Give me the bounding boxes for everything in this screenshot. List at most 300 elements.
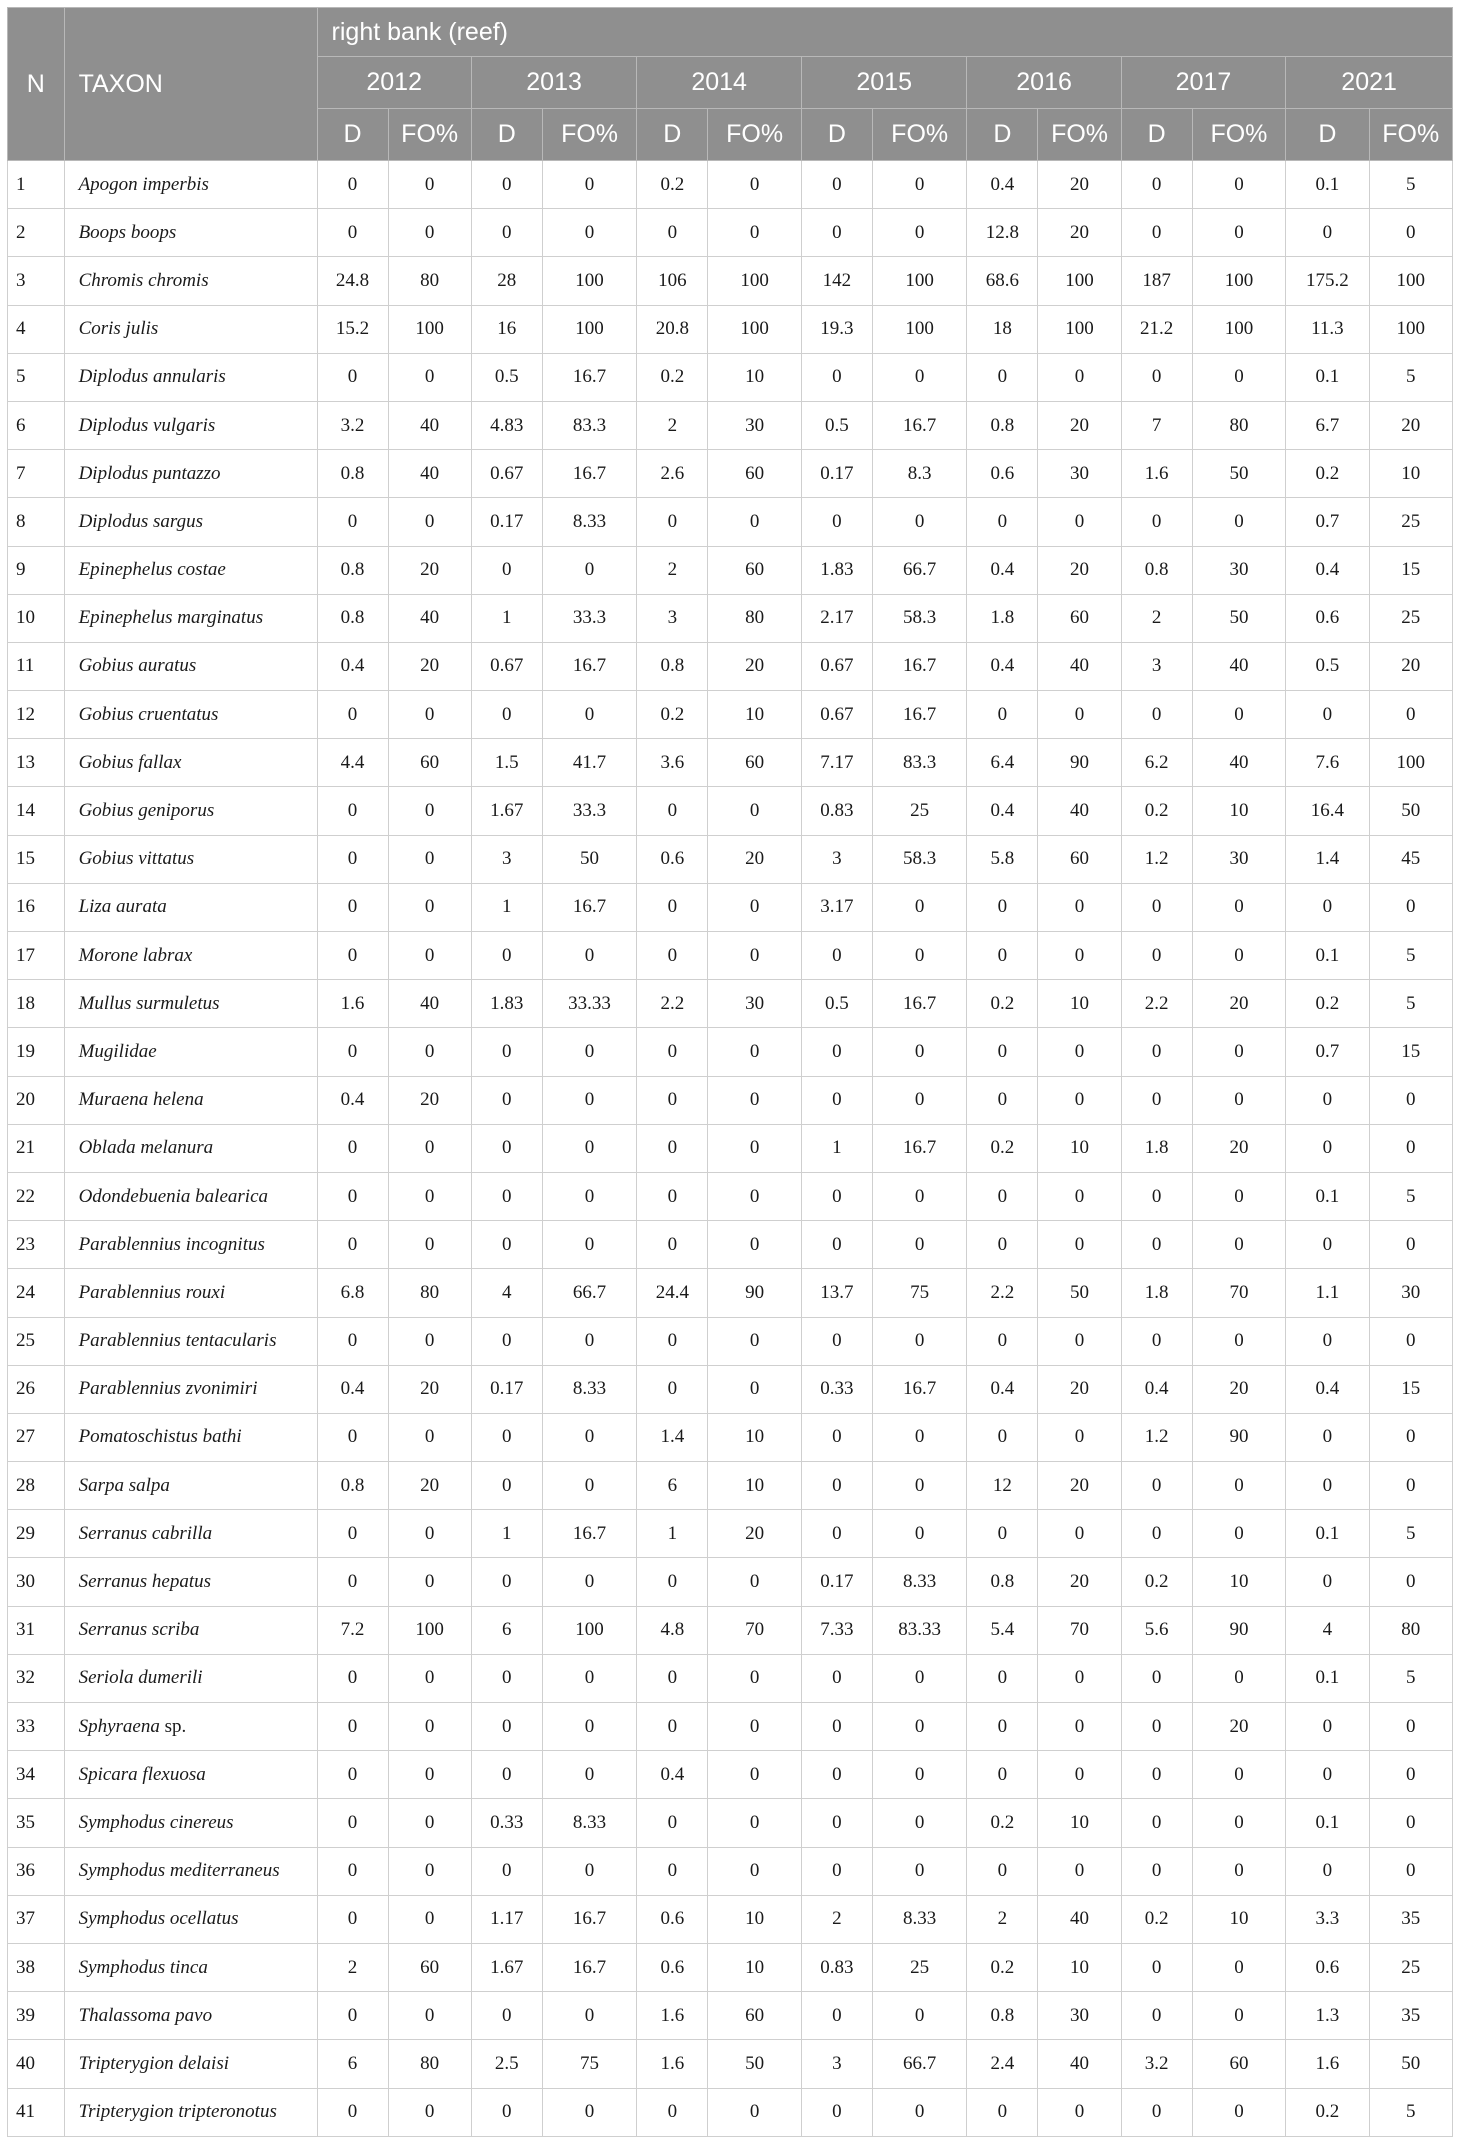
frequency-cell: 0 (388, 1895, 471, 1943)
frequency-cell: 20 (708, 642, 802, 690)
density-cell: 1.6 (317, 980, 388, 1028)
frequency-cell: 0 (872, 1510, 967, 1558)
density-cell: 2.2 (967, 1269, 1038, 1317)
frequency-cell: 20 (1038, 1365, 1121, 1413)
frequency-cell: 0 (1192, 498, 1286, 546)
taxon-name (64, 1992, 317, 2040)
density-cell: 187 (1121, 257, 1192, 305)
density-cell: 0 (471, 209, 542, 257)
density-cell: 0 (637, 1076, 708, 1124)
row-number: 28 (8, 1462, 65, 1510)
frequency-cell: 0 (872, 1703, 967, 1751)
density-cell: 4.4 (317, 739, 388, 787)
density-cell: 0 (1286, 1751, 1369, 1799)
density-cell: 0 (471, 546, 542, 594)
frequency-cell: 0 (1038, 1028, 1121, 1076)
frequency-cell: 0 (708, 1799, 802, 1847)
header-fo: FO% (1369, 109, 1452, 161)
density-cell: 0 (317, 835, 388, 883)
density-cell: 68.6 (967, 257, 1038, 305)
density-cell: 11.3 (1286, 305, 1369, 353)
frequency-cell: 60 (708, 739, 802, 787)
density-cell: 0 (1121, 883, 1192, 931)
row-number: 41 (8, 2088, 65, 2136)
density-cell: 18 (967, 305, 1038, 353)
density-cell: 0.4 (967, 787, 1038, 835)
frequency-cell: 50 (708, 2040, 802, 2088)
frequency-cell: 0 (388, 353, 471, 401)
frequency-cell: 0 (872, 1799, 967, 1847)
frequency-cell: 0 (1192, 1799, 1286, 1847)
density-cell: 0 (637, 883, 708, 931)
density-cell: 0 (801, 1654, 872, 1702)
frequency-cell: 0 (388, 787, 471, 835)
density-cell: 0.6 (637, 1943, 708, 1991)
density-cell: 0.4 (1286, 1365, 1369, 1413)
density-cell: 1.2 (1121, 1413, 1192, 1461)
density-cell: 0 (471, 2088, 542, 2136)
density-cell: 0 (967, 1028, 1038, 1076)
density-cell: 0 (1121, 353, 1192, 401)
density-cell: 3.3 (1286, 1895, 1369, 1943)
table-row (8, 1654, 1453, 1702)
row-number: 14 (8, 787, 65, 835)
row-number: 20 (8, 1076, 65, 1124)
density-cell: 2 (967, 1895, 1038, 1943)
density-cell: 0 (967, 498, 1038, 546)
density-cell: 13.7 (801, 1269, 872, 1317)
frequency-cell: 0 (872, 353, 967, 401)
frequency-cell: 0 (542, 1992, 637, 2040)
density-cell: 12.8 (967, 209, 1038, 257)
frequency-cell: 0 (872, 209, 967, 257)
frequency-cell: 5 (1369, 2088, 1452, 2136)
taxon-name (64, 980, 317, 1028)
frequency-cell: 10 (1192, 1895, 1286, 1943)
header-n: N (8, 8, 65, 161)
density-cell: 4 (1286, 1606, 1369, 1654)
density-cell: 3 (1121, 642, 1192, 690)
taxon-label: Sphyraena (78, 1715, 160, 1737)
frequency-cell: 0 (708, 1221, 802, 1269)
table-row (8, 1510, 1453, 1558)
frequency-cell: 0 (542, 1124, 637, 1172)
frequency-cell: 10 (1038, 1943, 1121, 1991)
density-cell: 0.4 (967, 1365, 1038, 1413)
frequency-cell: 20 (388, 1076, 471, 1124)
taxon-label: Epinephelus costae (78, 559, 226, 581)
frequency-cell: 100 (872, 305, 967, 353)
header-fo: FO% (542, 109, 637, 161)
taxon-name (64, 1462, 317, 1510)
taxon-label: Symphodus ocellatus (78, 1908, 239, 1930)
taxon-label: Chromis chromis (78, 269, 209, 291)
frequency-cell: 0 (388, 209, 471, 257)
density-cell: 16.4 (1286, 787, 1369, 835)
frequency-cell: 100 (708, 305, 802, 353)
frequency-cell: 100 (1038, 305, 1121, 353)
table-row (8, 1462, 1453, 1510)
frequency-cell: 15 (1369, 1365, 1452, 1413)
frequency-cell: 8.33 (542, 498, 637, 546)
frequency-cell: 0 (388, 1317, 471, 1365)
density-cell: 0 (967, 1413, 1038, 1461)
density-cell: 3.6 (637, 739, 708, 787)
row-number: 4 (8, 305, 65, 353)
frequency-cell: 20 (388, 642, 471, 690)
frequency-cell: 0 (1369, 1558, 1452, 1606)
density-cell: 0 (471, 1124, 542, 1172)
taxon-name (64, 1076, 317, 1124)
density-cell: 0 (1286, 691, 1369, 739)
frequency-cell: 0 (1192, 1462, 1286, 1510)
density-cell: 1.8 (1121, 1269, 1192, 1317)
taxon-name (64, 305, 317, 353)
header-d: D (801, 109, 872, 161)
taxon-name (64, 1943, 317, 1991)
frequency-cell: 0 (542, 1317, 637, 1365)
table-row (8, 932, 1453, 980)
frequency-cell: 0 (388, 1028, 471, 1076)
frequency-cell: 0 (1192, 1943, 1286, 1991)
density-cell: 0 (1121, 1654, 1192, 1702)
row-number: 10 (8, 594, 65, 642)
taxon-label: Parablennius incognitus (78, 1233, 265, 1255)
density-cell: 0 (317, 209, 388, 257)
density-cell: 3.17 (801, 883, 872, 931)
taxon-label: Odondebuenia balearica (78, 1185, 268, 1207)
header-year: 2016 (967, 57, 1121, 109)
density-cell: 1 (471, 594, 542, 642)
density-cell: 0.4 (967, 642, 1038, 690)
density-cell: 24.8 (317, 257, 388, 305)
density-cell: 0.2 (1121, 787, 1192, 835)
frequency-cell: 0 (388, 1751, 471, 1799)
frequency-cell: 0 (388, 691, 471, 739)
taxon-name (64, 161, 317, 209)
taxon-name (64, 883, 317, 931)
density-cell: 1 (801, 1124, 872, 1172)
table-row (8, 1172, 1453, 1220)
frequency-cell: 100 (1192, 305, 1286, 353)
density-cell: 7.33 (801, 1606, 872, 1654)
density-cell: 0 (317, 353, 388, 401)
density-cell: 0 (801, 1510, 872, 1558)
density-cell: 1.83 (471, 980, 542, 1028)
table-row (8, 1751, 1453, 1799)
density-cell: 0 (967, 1172, 1038, 1220)
density-cell: 6 (471, 1606, 542, 1654)
density-cell: 0.5 (801, 980, 872, 1028)
header-year: 2021 (1286, 57, 1453, 109)
density-cell: 0 (1286, 883, 1369, 931)
frequency-cell: 40 (388, 401, 471, 449)
density-cell: 0 (317, 1124, 388, 1172)
density-cell: 2 (317, 1943, 388, 1991)
frequency-cell: 58.3 (872, 594, 967, 642)
density-cell: 1.4 (637, 1413, 708, 1461)
density-cell: 5.4 (967, 1606, 1038, 1654)
density-cell: 1 (471, 1510, 542, 1558)
frequency-cell: 60 (388, 1943, 471, 1991)
table-row (8, 1606, 1453, 1654)
frequency-cell: 20 (1038, 209, 1121, 257)
density-cell: 3 (801, 835, 872, 883)
taxon-name (64, 739, 317, 787)
frequency-cell: 0 (1369, 209, 1452, 257)
density-cell: 0 (967, 883, 1038, 931)
taxon-label: Gobius vittatus (78, 848, 195, 870)
frequency-cell: 66.7 (872, 546, 967, 594)
frequency-cell: 0 (542, 1751, 637, 1799)
row-number: 7 (8, 450, 65, 498)
density-cell: 0 (1286, 1462, 1369, 1510)
taxon-label: Parablennius zvonimiri (78, 1378, 258, 1400)
table-row (8, 353, 1453, 401)
frequency-cell: 90 (1192, 1413, 1286, 1461)
taxon-label: Diplodus vulgaris (78, 414, 216, 436)
density-cell: 0 (967, 1510, 1038, 1558)
density-cell: 0.7 (1286, 1028, 1369, 1076)
density-cell: 0.6 (637, 1895, 708, 1943)
density-cell: 2 (637, 401, 708, 449)
density-cell: 0 (967, 1751, 1038, 1799)
frequency-cell: 5 (1369, 1172, 1452, 1220)
frequency-cell: 0 (1192, 1172, 1286, 1220)
frequency-cell: 20 (1192, 1365, 1286, 1413)
density-cell: 0.17 (471, 1365, 542, 1413)
density-cell: 0.1 (1286, 932, 1369, 980)
density-cell: 0 (637, 498, 708, 546)
frequency-cell: 0 (1192, 1076, 1286, 1124)
header-year: 2012 (317, 57, 471, 109)
taxon-name (64, 787, 317, 835)
density-cell: 0 (967, 691, 1038, 739)
frequency-cell: 0 (1192, 209, 1286, 257)
density-cell: 0 (1286, 1847, 1369, 1895)
frequency-cell: 40 (388, 450, 471, 498)
density-cell: 0.8 (317, 594, 388, 642)
density-cell: 0 (1121, 498, 1192, 546)
density-cell: 0 (317, 787, 388, 835)
table-row (8, 1269, 1453, 1317)
taxon-name (64, 1413, 317, 1461)
density-cell: 0.1 (1286, 1654, 1369, 1702)
row-number: 3 (8, 257, 65, 305)
table-row (8, 1799, 1453, 1847)
density-cell: 0.8 (317, 1462, 388, 1510)
frequency-cell: 70 (708, 1606, 802, 1654)
density-cell: 0 (637, 1221, 708, 1269)
density-cell: 0 (967, 2088, 1038, 2136)
frequency-cell: 25 (872, 787, 967, 835)
frequency-cell: 60 (1192, 2040, 1286, 2088)
frequency-cell: 0 (872, 1172, 967, 1220)
header-fo: FO% (1038, 109, 1121, 161)
taxon-label: Tripterygion tripteronotus (78, 2101, 277, 2123)
frequency-cell: 0 (542, 1462, 637, 1510)
density-cell: 0.4 (317, 1076, 388, 1124)
density-cell: 0.5 (801, 401, 872, 449)
density-cell: 0.2 (1286, 980, 1369, 1028)
density-cell: 0.67 (471, 450, 542, 498)
density-cell: 0.6 (967, 450, 1038, 498)
density-cell: 21.2 (1121, 305, 1192, 353)
density-cell: 0 (637, 787, 708, 835)
frequency-cell: 0 (872, 161, 967, 209)
density-cell: 5.6 (1121, 1606, 1192, 1654)
taxon-label: Symphodus cinereus (78, 1811, 234, 1833)
frequency-cell: 8.33 (542, 1365, 637, 1413)
density-cell: 0 (1121, 1847, 1192, 1895)
density-cell: 0 (317, 691, 388, 739)
taxon-name (64, 1124, 317, 1172)
density-cell: 1.6 (637, 1992, 708, 2040)
density-cell: 0.1 (1286, 353, 1369, 401)
frequency-cell: 40 (1192, 739, 1286, 787)
density-cell: 0 (1286, 1558, 1369, 1606)
frequency-cell: 30 (708, 980, 802, 1028)
row-number: 19 (8, 1028, 65, 1076)
header-year: 2017 (1121, 57, 1286, 109)
table-row (8, 980, 1453, 1028)
frequency-cell: 25 (872, 1943, 967, 1991)
frequency-cell: 8.3 (872, 450, 967, 498)
taxon-label: Epinephelus marginatus (78, 607, 264, 629)
table-row (8, 1124, 1453, 1172)
density-cell: 0 (1121, 1510, 1192, 1558)
density-cell: 0 (471, 1847, 542, 1895)
frequency-cell: 16.7 (872, 1365, 967, 1413)
row-number: 36 (8, 1847, 65, 1895)
density-cell: 1.6 (1286, 2040, 1369, 2088)
frequency-cell: 0 (542, 1172, 637, 1220)
taxon-name (64, 353, 317, 401)
frequency-cell: 80 (708, 594, 802, 642)
frequency-cell: 0 (1192, 161, 1286, 209)
density-cell: 6 (637, 1462, 708, 1510)
frequency-cell: 33.33 (542, 980, 637, 1028)
frequency-cell: 20 (1038, 401, 1121, 449)
density-cell: 1.4 (1286, 835, 1369, 883)
density-cell: 0.4 (967, 161, 1038, 209)
frequency-cell: 0 (1192, 1028, 1286, 1076)
frequency-cell: 30 (1369, 1269, 1452, 1317)
density-cell: 0 (317, 1221, 388, 1269)
frequency-cell: 20 (1038, 1558, 1121, 1606)
frequency-cell: 0 (1192, 1221, 1286, 1269)
density-cell: 2.5 (471, 2040, 542, 2088)
header-taxon: TAXON (64, 8, 317, 161)
frequency-cell: 15 (1369, 1028, 1452, 1076)
frequency-cell: 0 (708, 1076, 802, 1124)
density-cell: 0 (967, 1703, 1038, 1751)
frequency-cell: 40 (1192, 642, 1286, 690)
density-cell: 0 (317, 1558, 388, 1606)
frequency-cell: 60 (1038, 835, 1121, 883)
frequency-cell: 33.3 (542, 787, 637, 835)
table-row (8, 1076, 1453, 1124)
density-cell: 0 (801, 498, 872, 546)
density-cell: 0 (317, 883, 388, 931)
density-cell: 0 (1121, 1317, 1192, 1365)
taxon-name (64, 1317, 317, 1365)
density-cell: 3.2 (317, 401, 388, 449)
row-number: 18 (8, 980, 65, 1028)
row-number: 35 (8, 1799, 65, 1847)
frequency-cell: 40 (388, 594, 471, 642)
density-cell: 0.2 (967, 1943, 1038, 1991)
density-cell: 0.2 (637, 353, 708, 401)
taxon-name (64, 1510, 317, 1558)
frequency-cell: 100 (872, 257, 967, 305)
row-number: 34 (8, 1751, 65, 1799)
density-cell: 5.8 (967, 835, 1038, 883)
density-cell: 28 (471, 257, 542, 305)
frequency-cell: 0 (872, 1992, 967, 2040)
frequency-cell: 5 (1369, 1654, 1452, 1702)
taxon-label: Parablennius rouxi (78, 1281, 226, 1303)
frequency-cell: 0 (1369, 1799, 1452, 1847)
density-cell: 1.17 (471, 1895, 542, 1943)
taxon-label: Oblada melanura (78, 1137, 214, 1159)
frequency-cell: 20 (388, 1365, 471, 1413)
frequency-cell: 0 (708, 209, 802, 257)
table-row (8, 305, 1453, 353)
frequency-cell: 70 (1192, 1269, 1286, 1317)
frequency-cell: 100 (542, 305, 637, 353)
taxon-name (64, 1847, 317, 1895)
density-cell: 0 (637, 1172, 708, 1220)
density-cell: 0 (637, 1847, 708, 1895)
taxon-label: Symphodus tinca (78, 1956, 208, 1978)
frequency-cell: 0 (1192, 691, 1286, 739)
frequency-cell: 0 (1038, 1172, 1121, 1220)
density-cell: 0 (801, 1317, 872, 1365)
header-year: 2015 (801, 57, 967, 109)
density-cell: 1 (471, 883, 542, 931)
row-number: 17 (8, 932, 65, 980)
frequency-cell: 0 (872, 2088, 967, 2136)
frequency-cell: 40 (1038, 642, 1121, 690)
taxon-label: Pomatoschistus bathi (78, 1426, 242, 1448)
header-year: 2013 (471, 57, 637, 109)
frequency-cell: 0 (872, 498, 967, 546)
row-number: 24 (8, 1269, 65, 1317)
frequency-cell: 16.7 (872, 642, 967, 690)
taxon-name (64, 932, 317, 980)
header-year: 2014 (637, 57, 802, 109)
frequency-cell: 0 (388, 1172, 471, 1220)
density-cell: 0.1 (1286, 1799, 1369, 1847)
density-cell: 0 (471, 1703, 542, 1751)
taxon-label: Gobius geniporus (78, 800, 215, 822)
header-fo: FO% (388, 109, 471, 161)
table-container (7, 7, 1453, 2137)
density-cell: 0 (1286, 1221, 1369, 1269)
row-number: 12 (8, 691, 65, 739)
density-cell: 0 (967, 1654, 1038, 1702)
taxon-label: Boops boops (78, 221, 177, 243)
density-cell: 19.3 (801, 305, 872, 353)
frequency-cell: 0 (708, 1703, 802, 1751)
fish-density-table (7, 7, 1453, 2137)
density-cell: 0 (1286, 209, 1369, 257)
frequency-cell: 0 (388, 883, 471, 931)
row-number: 16 (8, 883, 65, 931)
density-cell: 0 (1121, 1799, 1192, 1847)
density-cell: 0.2 (637, 691, 708, 739)
